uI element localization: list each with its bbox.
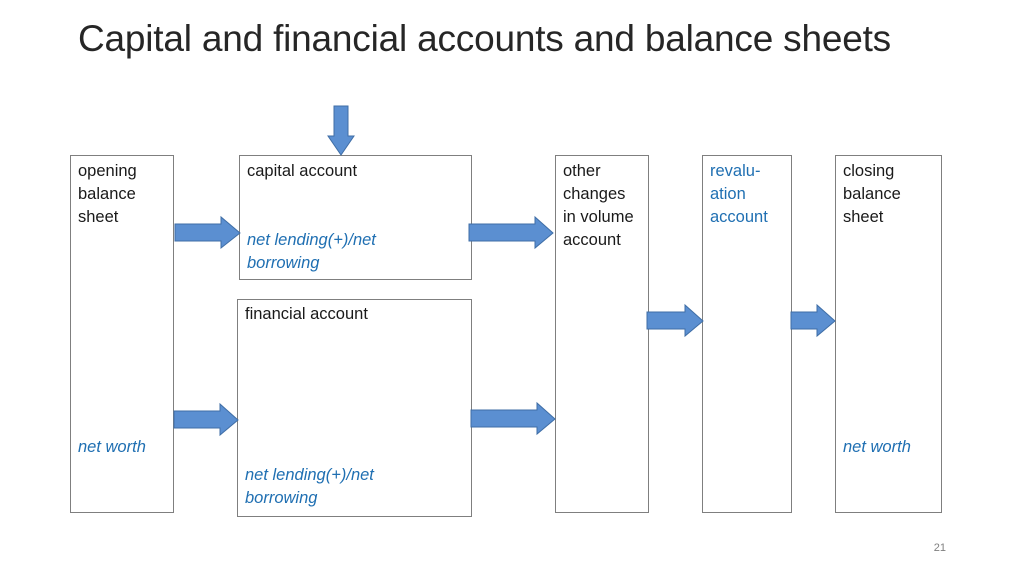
down-arrow-shape (328, 106, 354, 155)
capital-account-label: capital account (247, 162, 358, 180)
closing-balance-sheet-label: closing balance sheet (843, 162, 901, 226)
financial-net-lending-label: net lending(+)/net borrowing (245, 466, 374, 507)
page-number: 21 (933, 542, 946, 554)
closing-net-worth-label: net worth (843, 438, 911, 456)
right-arrow-icon (647, 305, 705, 337)
down-arrow-icon (328, 106, 354, 156)
opening-net-worth-label: net worth (78, 438, 146, 456)
financial-account-label: financial account (245, 305, 368, 323)
other-changes-label: other changes in volume account (563, 162, 634, 249)
right-arrow-icon (791, 305, 837, 337)
opening-balance-sheet-label: opening balance sheet (78, 162, 137, 226)
right-arrow-icon (175, 217, 241, 249)
right-arrow-icon (471, 403, 557, 435)
right-arrow-icon (469, 217, 555, 249)
right-arrow-icon (174, 404, 240, 436)
revaluation-account-label: revalu- ation account (710, 162, 768, 226)
page-title: Capital and financial accounts and balance sheets (78, 18, 891, 59)
capital-net-lending-label: net lending(+)/net borrowing (247, 231, 376, 272)
